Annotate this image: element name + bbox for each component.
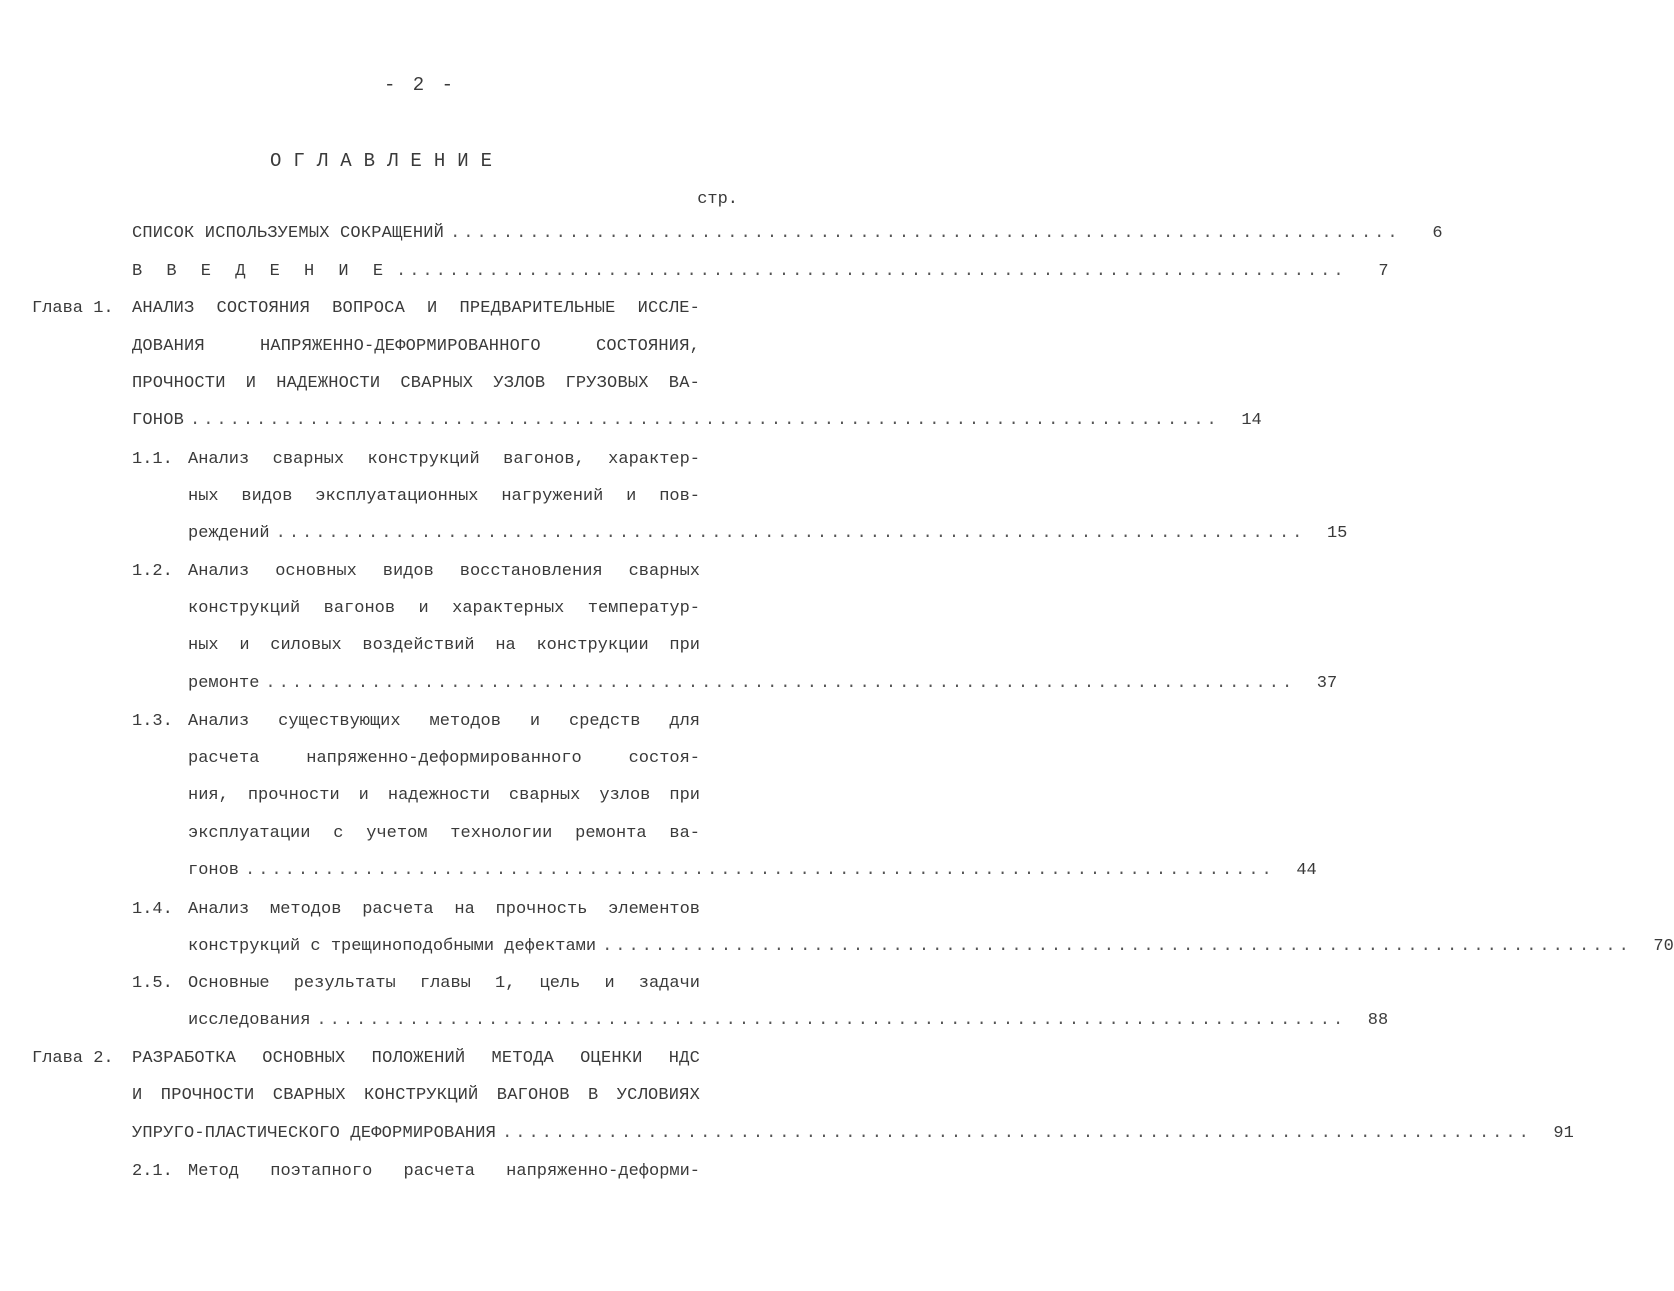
section-1-1-line[interactable]: ных видов эксплуатационных нагружений и пов- [188,487,700,506]
section-1-1-last-line[interactable]: реждений .............................................................................. 15 [188,524,1348,543]
chapter-1-title-line[interactable]: АНАЛИЗ СОСТОЯНИЯ ВОПРОСА И ПРЕДВАРИТЕЛЬНЫЕ ИССЛЕ- [132,299,700,318]
section-1-1-number: 1.1. [132,450,173,469]
chapter-1-title-line[interactable]: ДОВАНИЯ НАПРЯЖЕННО-ДЕФОРМИРОВАННОГО СОСТОЯНИЯ, [132,337,700,356]
section-1-2-number: 1.2. [132,562,173,581]
section-1-3-line[interactable]: Анализ существующих методов и средств для [188,712,700,731]
toc-entry-introduction[interactable] [132,262,1389,290]
section-1-2-line[interactable]: Анализ основных видов восстановления сварных [188,562,700,581]
chapter-1-label: Глава 1. [32,299,114,318]
chapter-2-title-line[interactable]: РАЗРАБОТКА ОСНОВНЫХ ПОЛОЖЕНИЙ МЕТОДА ОЦЕНКИ НДС [132,1049,700,1068]
section-1-2-line[interactable]: ных и силовых воздействий на конструкции при [188,636,700,655]
section-2-1-line[interactable]: Метод поэтапного расчета напряженно-деформи- [188,1162,700,1181]
chapter-1-title-line[interactable]: ПРОЧНОСТИ И НАДЕЖНОСТИ СВАРНЫХ УЗЛОВ ГРУЗОВЫХ ВА- [132,374,700,393]
toc-entry-page: 7 [1378,262,1389,281]
section-1-3-line[interactable]: эксплуатации с учетом технологии ремонта ва- [188,824,700,843]
toc-entry-page: 44 [1296,861,1317,880]
dot-leader: .............................................................................. [316,1011,1347,1030]
toc-entry-page: 6 [1432,224,1443,243]
dot-leader: ........................................................................ [396,262,1347,281]
toc-entry-title: В В Е Д Е Н И Е [132,262,391,281]
section-1-3-number: 1.3. [132,712,173,731]
toc-entry-page: 88 [1367,1011,1389,1030]
section-1-4-line[interactable]: Анализ методов расчета на прочность элементов [188,900,700,919]
section-1-3-line[interactable]: расчета напряженно-деформированного состоя- [188,749,700,768]
section-1-3-last-line[interactable]: гонов .............................................................................. 44 [188,861,1317,880]
section-1-1-line[interactable]: Анализ сварных конструкций вагонов, характер- [188,450,700,469]
toc-entry-title: СПИСОК ИСПОЛЬЗУЕМЫХ СОКРАЩЕНИЙ [132,224,445,243]
dot-leader: .............................................................................. [265,674,1296,693]
chapter-2-label: Глава 2. [32,1049,114,1068]
section-1-5-number: 1.5. [132,974,173,993]
page-number: - 2 - [383,74,456,96]
section-1-3-line[interactable]: ния, прочности и надежности сварных узлов при [188,786,700,805]
pages-column-label: стр. [697,190,738,209]
section-1-2-line[interactable]: конструкций вагонов и характерных температур- [188,599,700,618]
toc-entry-abbreviations[interactable] [132,224,1443,252]
toc-entry-page: 14 [1241,411,1262,430]
section-2-1-number: 2.1. [132,1162,173,1181]
section-1-5-line[interactable]: Основные результаты главы 1, цель и задачи [188,974,700,993]
section-1-2-last-line[interactable]: ремонте .............................................................................. 37 [188,674,1338,693]
dot-leader: .............................................................................. [602,937,1632,956]
dot-leader: .............................................................................. [245,861,1275,880]
dot-leader: ........................................................................ [450,224,1401,243]
toc-entry-page: 91 [1553,1124,1574,1143]
toc-title: ОГЛАВЛЕНИЕ [270,150,505,172]
dot-leader: .............................................................................. [502,1124,1532,1143]
chapter-1-title-last-line[interactable]: ГОНОВ .............................................................................. 14 [132,411,1262,430]
section-1-5-last-line[interactable]: исследования .............................................................................. 88 [188,1011,1389,1030]
dot-leader: .............................................................................. [190,411,1220,430]
toc-entry-page: 15 [1326,524,1348,543]
toc-entry-page: 70 [1653,937,1674,956]
chapter-2-title-line[interactable]: И ПРОЧНОСТИ СВАРНЫХ КОНСТРУКЦИЙ ВАГОНОВ В УСЛОВИЯХ [132,1086,700,1105]
dot-leader: .............................................................................. [275,524,1306,543]
section-1-4-last-line[interactable]: конструкций с трещиноподобными дефектами .............................................................................. 70 [188,937,1674,956]
chapter-2-title-last-line[interactable]: УПРУГО-ПЛАСТИЧЕСКОГО ДЕФОРМИРОВАНИЯ .............................................................................. 91 [132,1124,1574,1143]
section-1-4-number: 1.4. [132,900,173,919]
toc-entry-page: 37 [1316,674,1338,693]
